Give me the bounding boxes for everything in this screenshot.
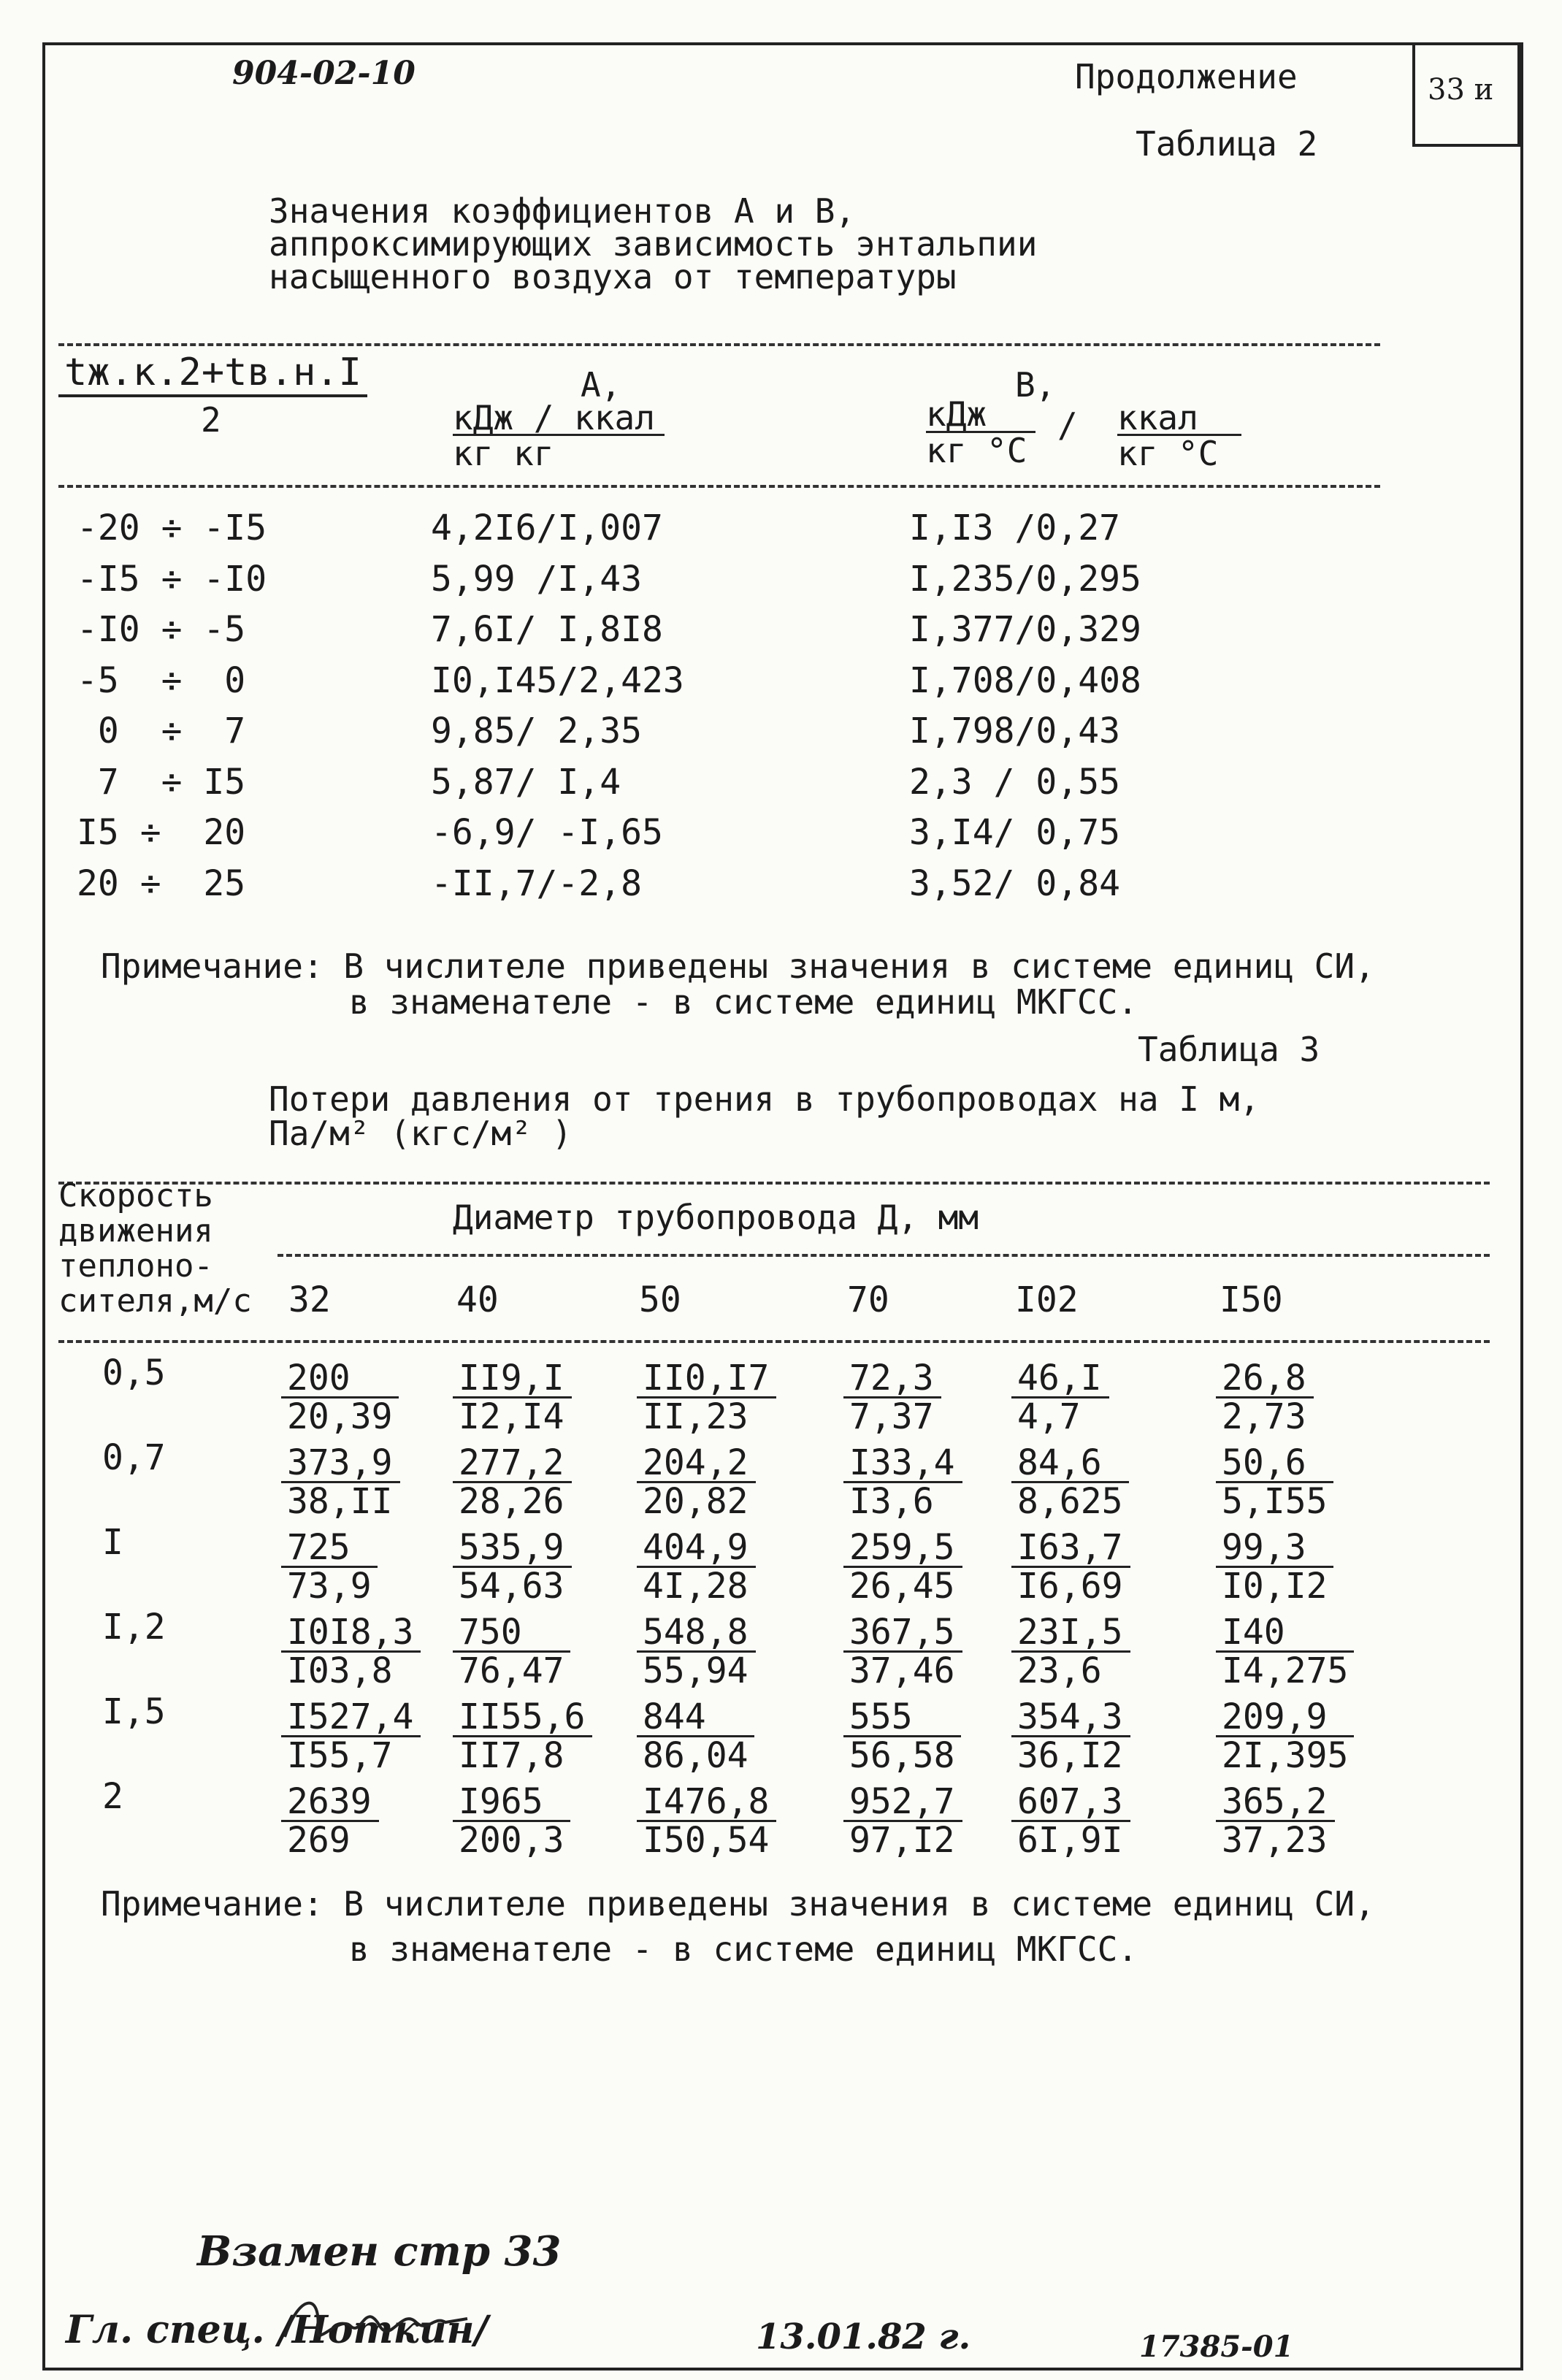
table3-value-fraction <box>1011 1360 1109 1435</box>
table3-value-fraction <box>1216 1783 1335 1859</box>
fraction-denominator: 8,625 <box>1017 1481 1123 1522</box>
fraction-denominator: I2,I4 <box>459 1396 564 1437</box>
table3-speed-cell: 2 <box>102 1776 123 1817</box>
table2-cell-b: 3,52/ 0,84 <box>909 863 1120 904</box>
table3-speed-header-line2: движения <box>58 1212 213 1250</box>
table2-cell-b: I,235/0,295 <box>909 559 1141 600</box>
table3-value-fraction <box>453 1783 570 1859</box>
table3-value-fraction <box>281 1527 378 1607</box>
table2-cell-a: -II,7/-2,8 <box>431 863 642 904</box>
table3-value-fraction <box>843 1696 961 1776</box>
fraction-numerator: 50,6 <box>1216 1445 1333 1483</box>
table3-speed-cell: I,2 <box>102 1607 166 1648</box>
table2-cell-range: I5 ÷ 20 <box>77 812 246 853</box>
table3-value-fraction <box>843 1783 962 1859</box>
fraction-denominator: 269 <box>287 1820 351 1861</box>
table2-cell-a: -6,9/ -I,65 <box>431 812 663 853</box>
table2-cell-b: I,798/0,43 <box>909 711 1120 751</box>
table3-speed-header-line1: Скорость <box>58 1177 213 1214</box>
table2-colB-units-num-left: кДж <box>926 394 987 434</box>
table3-speed-cell: 0,7 <box>102 1437 166 1478</box>
fraction-denominator: 37,46 <box>849 1650 955 1691</box>
fraction-denominator: 86,04 <box>643 1735 749 1776</box>
fraction-numerator: 844 <box>637 1699 754 1737</box>
fraction-denominator: 2I,395 <box>1222 1735 1349 1776</box>
fraction-numerator: 2639 <box>281 1783 379 1822</box>
table3-value-fraction <box>281 1442 400 1522</box>
fraction-numerator: I63,7 <box>1011 1529 1130 1568</box>
fraction-numerator: II9,I <box>453 1360 572 1398</box>
table2-cell-a: 7,6I/ I,8I8 <box>431 609 663 650</box>
table2-colB-slash: / <box>1057 405 1078 445</box>
table3-value-fraction <box>843 1442 962 1522</box>
table3-value-fraction <box>1216 1614 1354 1689</box>
fraction-denominator: II7,8 <box>459 1735 564 1776</box>
table2-cell-range: 7 ÷ I5 <box>77 762 246 803</box>
fraction-denominator: I50,54 <box>643 1820 770 1861</box>
fraction-denominator: 26,45 <box>849 1566 955 1607</box>
table3-speed-header-line3: теплоно- <box>58 1247 213 1285</box>
archive-number: 17385-01 <box>1139 2330 1294 2364</box>
fraction-numerator: II55,6 <box>453 1699 592 1737</box>
signature-line: Гл. спец. /Ноткин/ <box>66 2308 489 2352</box>
fraction-denominator: 6I,9I <box>1017 1820 1123 1861</box>
signature-scribble <box>277 2286 475 2352</box>
table3-value-fraction <box>843 1614 962 1689</box>
table2-note-line1: Примечание: В числителе приведены значения в системе единиц СИ, <box>101 946 1375 986</box>
fraction-numerator: 373,9 <box>281 1445 400 1483</box>
fraction-denominator: I3,6 <box>849 1481 934 1522</box>
fraction-numerator: 404,9 <box>637 1529 756 1568</box>
fraction-denominator: II,23 <box>643 1396 749 1437</box>
fraction-numerator: 952,7 <box>843 1783 962 1822</box>
table2-colA-units-num: кДж / ккал <box>453 398 655 437</box>
table3-speed-cell: I <box>102 1522 123 1563</box>
fraction-numerator: I527,4 <box>281 1699 421 1737</box>
footer-date: 13.01.82 г. <box>756 2316 971 2357</box>
table3-value-fraction <box>281 1614 421 1689</box>
table2-cell-b: I,I3 /0,27 <box>909 508 1120 548</box>
table2-col1-denominator: 2 <box>201 400 221 440</box>
continuation-label: Продолжение <box>1075 57 1298 96</box>
fraction-numerator: 46,I <box>1011 1360 1109 1398</box>
table3-value-fraction <box>637 1783 776 1859</box>
table3-speed-cell: I,5 <box>102 1691 166 1732</box>
fraction-numerator: 84,6 <box>1011 1445 1129 1483</box>
table3-value-fraction <box>453 1614 570 1689</box>
table2-cell-range: -I5 ÷ -I0 <box>77 559 267 600</box>
fraction-denominator: I03,8 <box>287 1650 393 1691</box>
table3-note-line2: в знаменателе - в системе единиц МКГСС. <box>349 1929 1138 1969</box>
table3-value-fraction <box>637 1614 756 1689</box>
fraction-numerator: 367,5 <box>843 1614 962 1653</box>
table3-speed-cell: 0,5 <box>102 1352 166 1393</box>
table3-subheader-rule <box>277 1254 1490 1257</box>
table2-colA-header: А, <box>581 365 621 405</box>
fraction-numerator: 750 <box>453 1614 570 1653</box>
table2-title-line3: насыщенного воздуха от температуры <box>269 257 957 296</box>
fraction-numerator: I476,8 <box>637 1783 776 1822</box>
table2-cell-range: 0 ÷ 7 <box>77 711 246 751</box>
table2-colB-units-num-right: ккал <box>1117 398 1198 437</box>
table2-cell-range: -I0 ÷ -5 <box>77 609 246 650</box>
fraction-denominator: 56,58 <box>849 1735 955 1776</box>
fraction-denominator: 200,3 <box>459 1820 564 1861</box>
fraction-denominator: I0,I2 <box>1222 1566 1328 1607</box>
table3-value-fraction <box>1011 1442 1129 1522</box>
fraction-numerator: 204,2 <box>637 1445 756 1483</box>
fraction-numerator: 23I,5 <box>1011 1614 1130 1653</box>
table3-label: Таблица 3 <box>1138 1030 1320 1069</box>
fraction-denominator: I6,69 <box>1017 1566 1123 1607</box>
fraction-denominator: 54,63 <box>459 1566 564 1607</box>
table3-value-fraction <box>1216 1696 1354 1776</box>
fraction-denominator: 76,47 <box>459 1650 564 1691</box>
table2-title-line2: аппроксимирующих зависимость энтальпии <box>269 224 1038 264</box>
fraction-denominator: 7,37 <box>849 1396 934 1437</box>
table3-value-fraction <box>1216 1442 1333 1522</box>
table3-value-fraction <box>281 1696 421 1776</box>
fraction-denominator: 97,I2 <box>849 1820 955 1861</box>
fraction-denominator: 28,26 <box>459 1481 564 1522</box>
table3-value-fraction <box>1011 1527 1130 1607</box>
fraction-numerator: 725 <box>281 1529 378 1568</box>
table2-col1-header <box>58 351 367 397</box>
table3-value-fraction <box>1216 1360 1314 1435</box>
table3-value-fraction <box>1011 1614 1130 1689</box>
fraction-numerator: 548,8 <box>637 1614 756 1653</box>
table3-diameter-header: Диаметр трубопровода Д, мм <box>453 1198 979 1237</box>
fraction-numerator: II0,I7 <box>637 1360 776 1398</box>
fraction-numerator: 200 <box>281 1360 399 1398</box>
doc-code: 904-02-10 <box>232 55 416 92</box>
fraction-denominator: I55,7 <box>287 1735 393 1776</box>
fraction-numerator: 354,3 <box>1011 1699 1130 1737</box>
table3-value-fraction <box>843 1527 962 1607</box>
table2-title-line1: Значения коэффициентов А и В, <box>269 191 856 231</box>
fraction-denominator: I4,275 <box>1222 1650 1349 1691</box>
table3-value-fraction <box>637 1696 754 1776</box>
table3-value-fraction <box>453 1696 592 1776</box>
table3-value-fraction <box>281 1360 399 1435</box>
table2-cell-range: -20 ÷ -I5 <box>77 508 267 548</box>
fraction-numerator: 535,9 <box>453 1529 572 1568</box>
fraction-denominator: 4,7 <box>1017 1396 1081 1437</box>
table2-colB-units-den-right: кг °С <box>1117 434 1219 473</box>
fraction-denominator: 5,I55 <box>1222 1481 1328 1522</box>
table3-note-line1: Примечание: В числителе приведены значения в системе единиц СИ, <box>101 1884 1375 1924</box>
table3-speed-header-line4: сителя,м/с <box>58 1282 252 1320</box>
table2-cell-a: 9,85/ 2,35 <box>431 711 642 751</box>
table3-value-fraction <box>281 1783 379 1859</box>
fraction-numerator: I0I8,3 <box>281 1614 421 1653</box>
table3-value-fraction <box>843 1360 941 1435</box>
table3-value-fraction <box>1011 1783 1130 1859</box>
fraction-numerator: 277,2 <box>453 1445 572 1483</box>
fraction-numerator: I965 <box>453 1783 570 1822</box>
table3-value-fraction <box>637 1442 756 1522</box>
table3-diameter-header-cell: I50 <box>1220 1279 1283 1320</box>
table2-cell-b: I,377/0,329 <box>909 609 1141 650</box>
fraction-denominator: 4I,28 <box>643 1566 749 1607</box>
table2-label: Таблица 2 <box>1136 124 1318 164</box>
fraction-numerator: 99,3 <box>1216 1529 1333 1568</box>
table3-diameter-header-cell: 32 <box>288 1279 331 1320</box>
table2-colB-header: В, <box>1015 365 1056 405</box>
table3-value-fraction <box>1011 1696 1130 1776</box>
fraction-denominator: 73,9 <box>287 1566 372 1607</box>
table3-diameter-header-cell: 40 <box>456 1279 499 1320</box>
fraction-denominator: 37,23 <box>1222 1820 1328 1861</box>
table2-colB-units-den-left: кг °С <box>926 431 1027 470</box>
table3-title-line1: Потери давления от трения в трубопроводах на I м, <box>269 1079 1260 1119</box>
fraction-numerator: 259,5 <box>843 1529 962 1568</box>
table3-diameter-header-cell: I02 <box>1015 1279 1079 1320</box>
table2-top-rule <box>58 343 1380 346</box>
table3-value-fraction <box>637 1527 756 1607</box>
fraction-denominator: 20,39 <box>287 1396 393 1437</box>
table3-diameter-header-cell: 50 <box>639 1279 681 1320</box>
temp-sum-formula: tж.к.2+tв.н.I <box>64 351 361 394</box>
fraction-numerator: 72,3 <box>843 1360 941 1398</box>
fraction-denominator: 20,82 <box>643 1481 749 1522</box>
table2-colA-units-den: кг кг <box>453 434 554 473</box>
fraction-denominator: 23,6 <box>1017 1650 1102 1691</box>
table2-cell-b: I,708/0,408 <box>909 660 1141 701</box>
fraction-numerator: 607,3 <box>1011 1783 1130 1822</box>
table3-title-line2: Па/м² (кгс/м² ) <box>269 1114 573 1153</box>
table2-cell-range: 20 ÷ 25 <box>77 863 246 904</box>
fraction-denominator: 36,I2 <box>1017 1735 1123 1776</box>
fraction-denominator: 2,73 <box>1222 1396 1306 1437</box>
table2-note-line2: в знаменателе - в системе единиц МКГСС. <box>349 982 1138 1022</box>
fraction-numerator: 209,9 <box>1216 1699 1354 1737</box>
table2-cell-b: 3,I4/ 0,75 <box>909 812 1120 853</box>
table2-cell-a: 4,2I6/I,007 <box>431 508 663 548</box>
fraction-denominator: 38,II <box>287 1481 393 1522</box>
replacement-note: Взамен стр 33 <box>197 2227 562 2276</box>
table3-value-fraction <box>453 1360 572 1435</box>
table3-value-fraction <box>453 1442 572 1522</box>
table3-diameter-header-cell: 70 <box>847 1279 889 1320</box>
table2-cell-a: I0,I45/2,423 <box>431 660 684 701</box>
table3-value-fraction <box>1216 1527 1333 1607</box>
table2-cell-b: 2,3 / 0,55 <box>909 762 1120 803</box>
fraction-numerator: I40 <box>1216 1614 1354 1653</box>
table3-value-fraction <box>453 1527 572 1607</box>
table2-cell-a: 5,99 /I,43 <box>431 559 642 600</box>
table2-header-rule <box>58 485 1380 488</box>
table3-top-rule <box>58 1182 1490 1185</box>
fraction-numerator: I33,4 <box>843 1445 962 1483</box>
fraction-numerator: 26,8 <box>1216 1360 1314 1398</box>
page-number: 33 и <box>1428 73 1494 107</box>
table3-value-fraction <box>637 1360 776 1435</box>
fraction-denominator: 55,94 <box>643 1650 749 1691</box>
fraction-numerator: 555 <box>843 1699 961 1737</box>
table3-header-rule <box>58 1340 1490 1343</box>
fraction-numerator: 365,2 <box>1216 1783 1335 1822</box>
table2-cell-range: -5 ÷ 0 <box>77 660 246 701</box>
table2-cell-a: 5,87/ I,4 <box>431 762 621 803</box>
